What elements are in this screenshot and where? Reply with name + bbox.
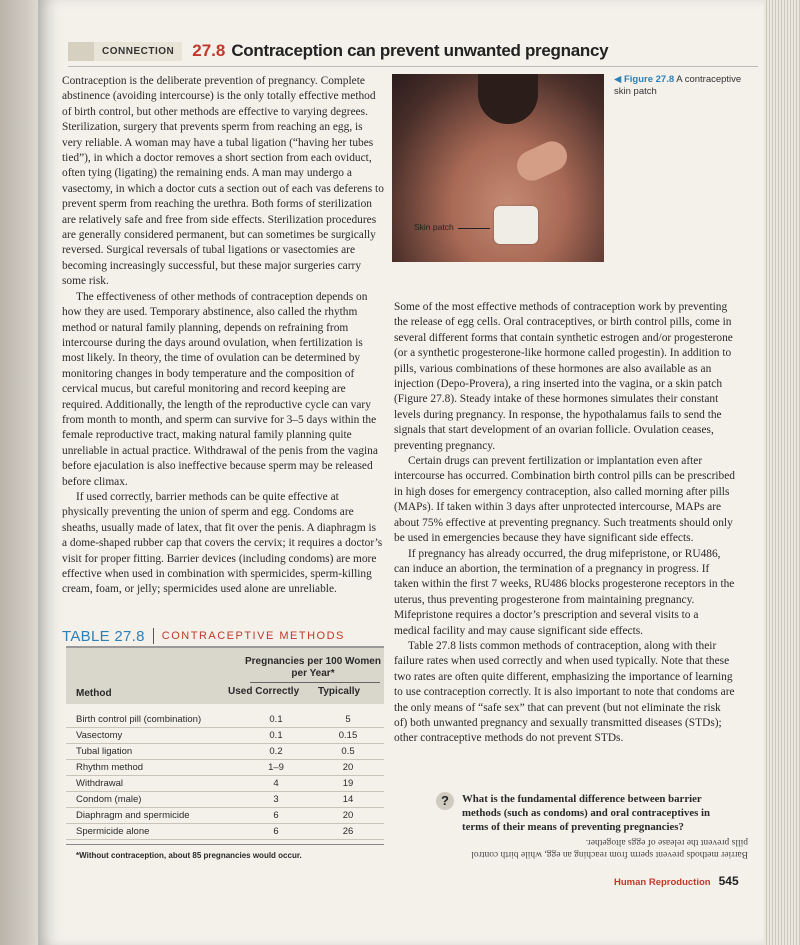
skin-patch-photo: [392, 74, 604, 262]
paragraph-barrier-methods: If used correctly, barrier methods can be quite effective at physically preventing the union of sperm and egg. Condoms are sheaths, usually made of latex, that fit over the penis. A diaphragm is a dome-shaped rubber cap that covers the cervix; it requires a doctor’s visit for proper fitting. Barrier devices (including condoms) are more effective when used in combination with spermicides, sperm-killing cream, foam, or jelly; spermicides used alone are unreliable.: [62, 490, 383, 596]
table-row: [66, 744, 384, 760]
table-cell-typical: 0.5: [341, 746, 355, 757]
table-number: TABLE 27.8: [62, 627, 145, 645]
table-cell-used: 3: [273, 794, 279, 805]
table-row: [66, 808, 384, 824]
table-row: [66, 776, 384, 792]
table-header-group: Pregnancies per 100 Women per Year*: [245, 656, 381, 679]
paragraph-mifepristone: If pregnancy has already occurred, the drug mifepristone, or RU486, can induce an abortion, the termination of a pregnancy in progress. If taken within the first 7 weeks, RU486 blocks progesterone receptors in the uterus, thus preventing progesterone from maintaining pregnancy. Mifepristone requires a doctor’s prescription and several visits to a medical facility and may cause significant side effects.: [394, 547, 735, 637]
table-footnote: *Without contraception, about 85 pregnancies would occur.: [66, 844, 384, 864]
table-col-method: Method: [76, 688, 112, 699]
footer-chapter: Human Reproduction: [614, 877, 711, 888]
page-number: 545: [718, 874, 739, 888]
table-cell-method: Withdrawal: [76, 778, 123, 789]
skin-patch-pointer: [458, 228, 490, 229]
table-row: [66, 760, 384, 776]
table-row: [66, 728, 384, 744]
table-cell-typical: 0.15: [338, 730, 358, 741]
table-cell-used: 0.1: [269, 714, 283, 725]
header-divider: [68, 66, 758, 67]
figure-caption: [614, 74, 744, 98]
figure-number: Figure 27.8: [623, 74, 675, 85]
section-header: [68, 36, 628, 66]
table-header: [66, 646, 384, 704]
page-edges: [764, 0, 800, 945]
paragraph-hormonal-methods: Some of the most effective methods of contraception work by preventing the release of egg cells. Oral contraceptives, or birth control pills, come in several different forms that contain synthetic estrogen and/or progesterone (or a synthetic progesterone-like hormone called progestin). In addition to pills, various combinations of these hormones are also available as an injection (Depo-Provera), a ring inserted into the vagina, or a skin patch (Figure 27.8). Steady intake of these hormones simulates their constant levels during pregnancy. In response, the hypothalamus fails to send the signals that start development of an ovarian follicle. Ovulation ceases, preventing pregnancy.: [394, 301, 733, 452]
skin-patch-shape: [494, 206, 538, 244]
skin-patch-label: Skin patch: [414, 222, 454, 232]
table-heading: [62, 626, 384, 646]
table-row: [66, 792, 384, 808]
table-cell-used: 4: [273, 778, 279, 789]
figure-caption-text: A contraceptive skin patch: [614, 74, 742, 97]
table-row: [66, 824, 384, 840]
table-cell-typical: 20: [342, 810, 354, 821]
table-cell-used: 6: [273, 826, 279, 837]
table-cell-method: Diaphragm and spermicide: [76, 810, 190, 821]
page-footer: [614, 874, 754, 888]
table-cell-typical: 14: [342, 794, 354, 805]
question-icon: ?: [436, 792, 454, 810]
section-title: Contraception can prevent unwanted pregnancy: [231, 41, 609, 60]
paragraph-emergency: Certain drugs can prevent fertilization or implantation even after intercourse has occurred. Combination birth control pills can be prescribed in high doses for emergency contraception, also called morning after pills (MAPs). If taken within 3 days after unprotected intercourse, MAPs are about 75% effective at preventing pregnancy. Such treatments should only be used in emergencies because they have significant side effects.: [394, 455, 735, 545]
table-cell-typical: 19: [342, 778, 354, 789]
table-cell-method: Rhythm method: [76, 762, 144, 773]
table-cell-typical: 26: [342, 826, 354, 837]
paragraph-table-reference: Table 27.8 lists common methods of contraception, along with their failure rates when used correctly and when used typically. Note that these two rates are often quite different, emphasizing the importance of learning to use contraception correctly. It is also important to note that condoms are the only means of “safe sex” that can prevent (but not eliminate the risk of) both unwanted pregnancy and sexually transmitted diseases (STDs); other contraceptive methods do not prevent STDs.: [394, 639, 735, 745]
table-row: [66, 712, 384, 728]
upside-down-answer: Barrier methods prevent sperm from reaching an egg, while birth control pills prevent the release of eggs altogether.: [471, 837, 748, 859]
connection-tag: CONNECTION: [68, 42, 182, 61]
contraceptive-methods-table: [66, 646, 384, 864]
table-cell-method: Vasectomy: [76, 730, 123, 741]
table-cell-used: 6: [273, 810, 279, 821]
table-cell-typical: 5: [345, 714, 351, 725]
section-number: 27.8: [192, 41, 226, 60]
table-heading-separator: [153, 628, 154, 644]
paragraph-contraception-intro: Contraception is the deliberate prevention of pregnancy. Complete abstinence (avoiding intercourse) is the only totally effective method of birth control, but other methods are effective to varying degrees. Sterilization, surgery that prevents sperm from reaching an egg, is very reliable. A woman may have a tubal ligation (“having her tubes tied”), in which a doctor removes a short section from each oviduct, often tying (ligating) the remaining ends. A man may undergo a vasectomy, in which a doctor cuts a section out of each vas deferens to prevent sperm from reaching the urethra. Both forms of sterilization are relatively safe and free from side effects. Sterilization procedures are generally considered permanent, but can sometimes be surgically reversed. Surgical reversals of tubal ligations or vasectomies are becoming increasingly successful, but these major surgeries carry some risk.: [62, 75, 384, 288]
left-column: [62, 74, 384, 598]
table-title: CONTRACEPTIVE METHODS: [161, 630, 345, 642]
table-cell-method: Birth control pill (combination): [76, 714, 202, 725]
table-cell-typical: 20: [342, 762, 354, 773]
paragraph-effectiveness: The effectiveness of other methods of contraception depends on how they are used. Temporary abstinence, also called the rhythm method or natural family planning, depends on refraining from intercourse during the days around ovulation, when fertilization is most likely. In theory, the time of ovulation can be determined by monitoring changes in body temperature and the composition of cervical mucus, but careful monitoring and record keeping are required. Additionally, the length of the reproductive cycle can vary from month to month, and sperm can survive for 3–5 days within the female reproductive tract, making natural family planning quite unreliable in actual practice. Withdrawal of the penis from the vagina before ejaculation is also ineffective because sperm may be released before climax.: [62, 290, 378, 488]
table-cell-used: 1–9: [268, 762, 284, 773]
table-cell-method: Spermicide alone: [76, 826, 150, 837]
triangle-left-icon: ◀: [614, 74, 622, 85]
table-cell-used: 0.1: [269, 730, 283, 741]
right-column: [394, 300, 736, 747]
table-header-rule: [250, 682, 380, 683]
table-cell-used: 0.2: [269, 746, 283, 757]
table-col-used: Used Correctly: [228, 686, 300, 697]
table-body: [66, 712, 384, 840]
photo-hand: [512, 136, 572, 185]
table-cell-method: Tubal ligation: [76, 746, 133, 757]
question-text: What is the fundamental difference between barrier methods (such as condoms) and oral contraceptives in terms of their means of preventing pregnancies?: [462, 793, 711, 833]
review-question: [436, 792, 736, 834]
photo-hair: [478, 74, 538, 124]
textbook-page: [38, 0, 764, 945]
table-cell-method: Condom (male): [76, 794, 142, 805]
table-col-typical: Typically: [318, 686, 361, 697]
